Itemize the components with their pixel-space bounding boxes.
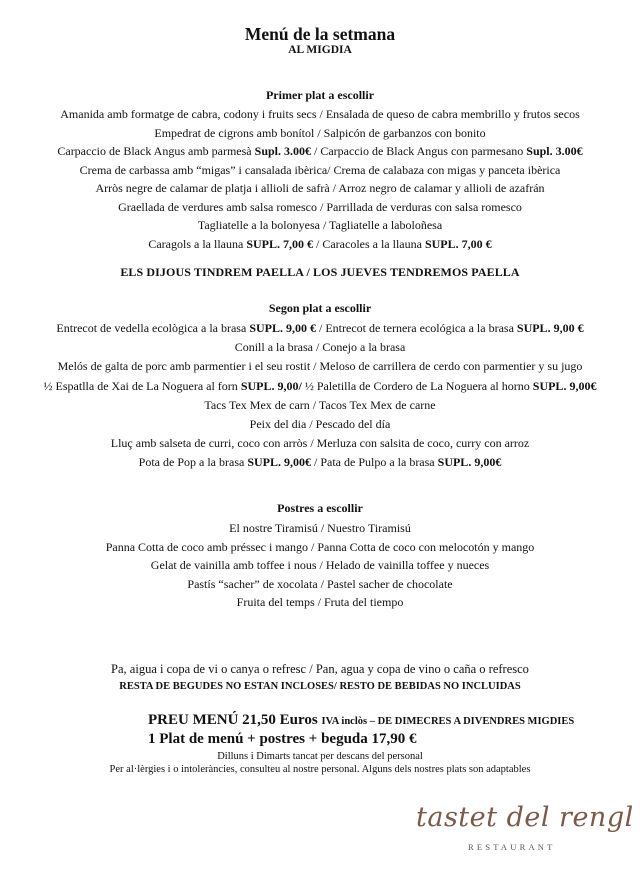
supplement-price: SUPL. 9,00€ bbox=[532, 378, 597, 393]
dessert-item bbox=[0, 521, 640, 536]
dish-text: Amanida amb formatge de cabra, codony i fruits secs / Ensalada de queso de cabra membrillo y frutos secos bbox=[60, 107, 580, 121]
logo-subtitle: RESTAURANT bbox=[468, 842, 556, 852]
dish-text: Tacs Tex Mex de carn / Tacos Tex Mex de carne bbox=[204, 397, 436, 412]
paella-banner: ELS DIJOUS TINDREM PAELLA / LOS JUEVES TENDREMOS PAELLA bbox=[120, 265, 520, 279]
page-title: Menú de la setmana bbox=[244, 24, 396, 44]
dessert-item bbox=[0, 595, 640, 610]
dish-text: Peix del dia / Pescado del día bbox=[249, 417, 391, 431]
dish-text: / Entrecot de ternera ecológica a la brasa bbox=[316, 321, 517, 335]
first-course-item bbox=[0, 181, 640, 196]
dish-text: / Caracoles a la llauna bbox=[313, 236, 425, 251]
second-course-title: Segon plat a escollir bbox=[268, 301, 372, 315]
second-course-item bbox=[0, 321, 640, 336]
dish-text: Arròs negre de calamar de platja i allioli de safrà / Arroz negro de calamar y allioli de azafrán bbox=[95, 181, 545, 195]
dessert-item bbox=[0, 558, 640, 573]
drinks-line: Pa, aigua i copa de vi o canya o refresc / Pan, agua y copa de vino o caña o refresco bbox=[111, 662, 529, 676]
dish-text: / Pata de Pulpo a la brasa bbox=[311, 455, 438, 470]
dish-text: ½ Espatlla de Xai de La Noguera al forn bbox=[43, 378, 241, 393]
page-subtitle: AL MIGDIA bbox=[288, 44, 352, 56]
supplement-price: SUPL. 9,00 € bbox=[516, 321, 584, 335]
supplement-price: SUPL. 9,00 € bbox=[249, 321, 316, 335]
dish-text: / Carpaccio de Black Angus con parmesano bbox=[311, 144, 527, 158]
dish-text: Caragols a la llauna bbox=[148, 236, 247, 251]
dish-text: Graellada de verdures amb salsa romesco / Parrillada de verduras con salsa romesco bbox=[118, 199, 522, 214]
dessert-item bbox=[0, 540, 640, 555]
price-alt: 1 Plat de menú + postres + beguda 17,90 € bbox=[148, 731, 417, 747]
drinks-note: RESTA DE BEGUDES NO ESTAN INCLOSES/ RESTO DE BEBIDAS NO INCLUIDAS bbox=[119, 681, 521, 692]
allergy-note: Per al·lèrgies i o intoleràncies, consulteu al nostre personal. Alguns dels nostres plats son adaptables bbox=[109, 764, 531, 775]
dish-text: Crema de carbassa amb “migas” i cansalada ibèrica/ Crema de calabaza con migas y panceta ibèrica bbox=[79, 162, 561, 177]
dish-text: El nostre Tiramisú / Nuestro Tiramisú bbox=[229, 521, 411, 535]
second-course-item bbox=[0, 417, 640, 432]
second-course-item bbox=[0, 455, 640, 470]
supplement-price: Supl. 3.00€ bbox=[254, 144, 311, 158]
first-course-item bbox=[0, 200, 640, 215]
price-main-note: IVA inclòs – DE DIMECRES A DIVENDRES MIGDIES bbox=[321, 716, 575, 727]
restaurant-logo bbox=[416, 798, 634, 862]
dish-text: Carpaccio de Black Angus amb parmesà bbox=[57, 144, 255, 158]
first-course-title: Primer plat a escollir bbox=[265, 88, 375, 102]
supplement-price: SUPL. 9,00€ bbox=[437, 455, 502, 470]
dish-text: Lluç amb salseta de curri, coco con arròs / Merluza con salsita de coco, curry con arroz bbox=[110, 436, 530, 451]
second-course-item bbox=[0, 379, 640, 394]
dish-text: Conill a la brasa / Conejo a la brasa bbox=[234, 340, 406, 355]
price-main-label: PREU MENÚ 21,50 Euros bbox=[148, 712, 322, 728]
dish-text: Empedrat de cigrons amb bonítol / Salpicón de garbanzos con bonito bbox=[154, 125, 486, 140]
supplement-price: SUPL. 7,00 € bbox=[424, 236, 492, 251]
first-course-item bbox=[0, 218, 640, 233]
dish-text: ½ Paletilla de Cordero de La Noguera al horno bbox=[301, 378, 533, 393]
second-course-item bbox=[0, 436, 640, 451]
desserts-title: Postres a escollir bbox=[277, 501, 363, 515]
supplement-price: SUPL. 9,00€ bbox=[247, 455, 311, 470]
dish-text: Pota de Pop a la brasa bbox=[138, 455, 248, 470]
dish-text: Melós de galta de porc amb parmentier i el seu rostit / Meloso de carrillera de cerdo con parmentier y su jugo bbox=[57, 359, 583, 374]
dish-text: Pastís “sacher” de xocolata / Pastel sacher de chocolate bbox=[187, 576, 453, 591]
dish-text: Fruita del temps / Fruta del tiempo bbox=[236, 595, 404, 610]
dish-text: Tagliatelle a la bolonyesa / Tagliatelle a laboloñesa bbox=[197, 218, 443, 232]
dish-text: Panna Cotta de coco amb préssec i mango / Panna Cotta de coco con melocotón y mango bbox=[105, 539, 535, 554]
first-course-item bbox=[0, 144, 640, 159]
logo-name: tastet del rengl bbox=[416, 802, 634, 833]
closed-days-note: Dilluns i Dimarts tancat per descans del personal bbox=[217, 751, 423, 762]
second-course-item bbox=[0, 359, 640, 374]
first-course-item bbox=[0, 237, 640, 252]
dessert-item bbox=[0, 577, 640, 592]
second-course-item bbox=[0, 398, 640, 413]
supplement-price: SUPL. 9,00/ bbox=[240, 378, 302, 393]
supplement-price: Supl. 3.00€ bbox=[526, 144, 583, 158]
second-course-item bbox=[0, 340, 640, 355]
first-course-item bbox=[0, 126, 640, 141]
price-main bbox=[148, 711, 574, 729]
dish-text: Entrecot de vedella ecològica a la brasa bbox=[56, 321, 250, 335]
first-course-item bbox=[0, 107, 640, 122]
first-course-item bbox=[0, 163, 640, 178]
dish-text: Gelat de vainilla amb toffee i nous / Helado de vainilla toffee y nueces bbox=[150, 558, 490, 573]
supplement-price: SUPL. 7,00 € bbox=[246, 236, 313, 251]
